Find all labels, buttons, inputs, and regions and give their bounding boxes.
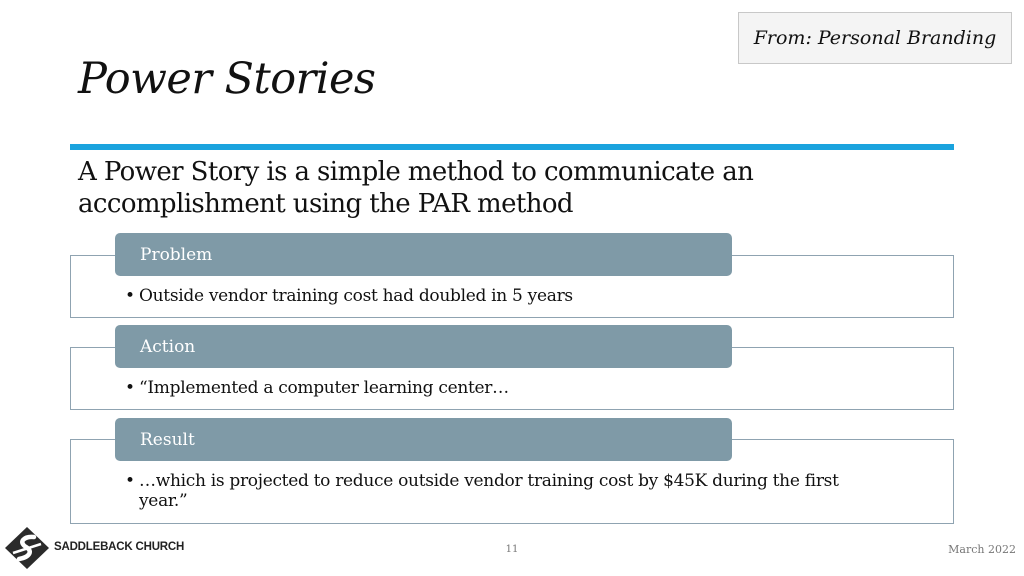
- page-number: 11: [505, 544, 519, 555]
- action-label-text: Action: [140, 336, 196, 357]
- action-label: [115, 325, 732, 368]
- title-divider: [70, 144, 954, 150]
- source-note-text: From: Personal Branding: [753, 27, 997, 49]
- slide-date: March 2022: [948, 543, 1016, 556]
- result-bullet: • …which is projected to reduce outside vendor training cost by $45K during the first year.”: [139, 471, 863, 511]
- action-bullet: • “Implemented a computer learning center…: [139, 378, 863, 398]
- problem-label-text: Problem: [140, 244, 213, 265]
- source-note: [738, 12, 1012, 64]
- intro-text: A Power Story is a simple method to communicate an accomplishment using the PAR method: [78, 157, 754, 219]
- saddleback-logo-icon: [4, 526, 50, 570]
- problem-label: [115, 233, 732, 276]
- result-label: [115, 418, 732, 461]
- organization-name: SADDLEBACK CHURCH: [54, 541, 185, 553]
- problem-bullet: • Outside vendor training cost had doubled in 5 years: [139, 286, 863, 306]
- result-label-text: Result: [140, 429, 195, 450]
- slide-title: Power Stories: [78, 54, 376, 104]
